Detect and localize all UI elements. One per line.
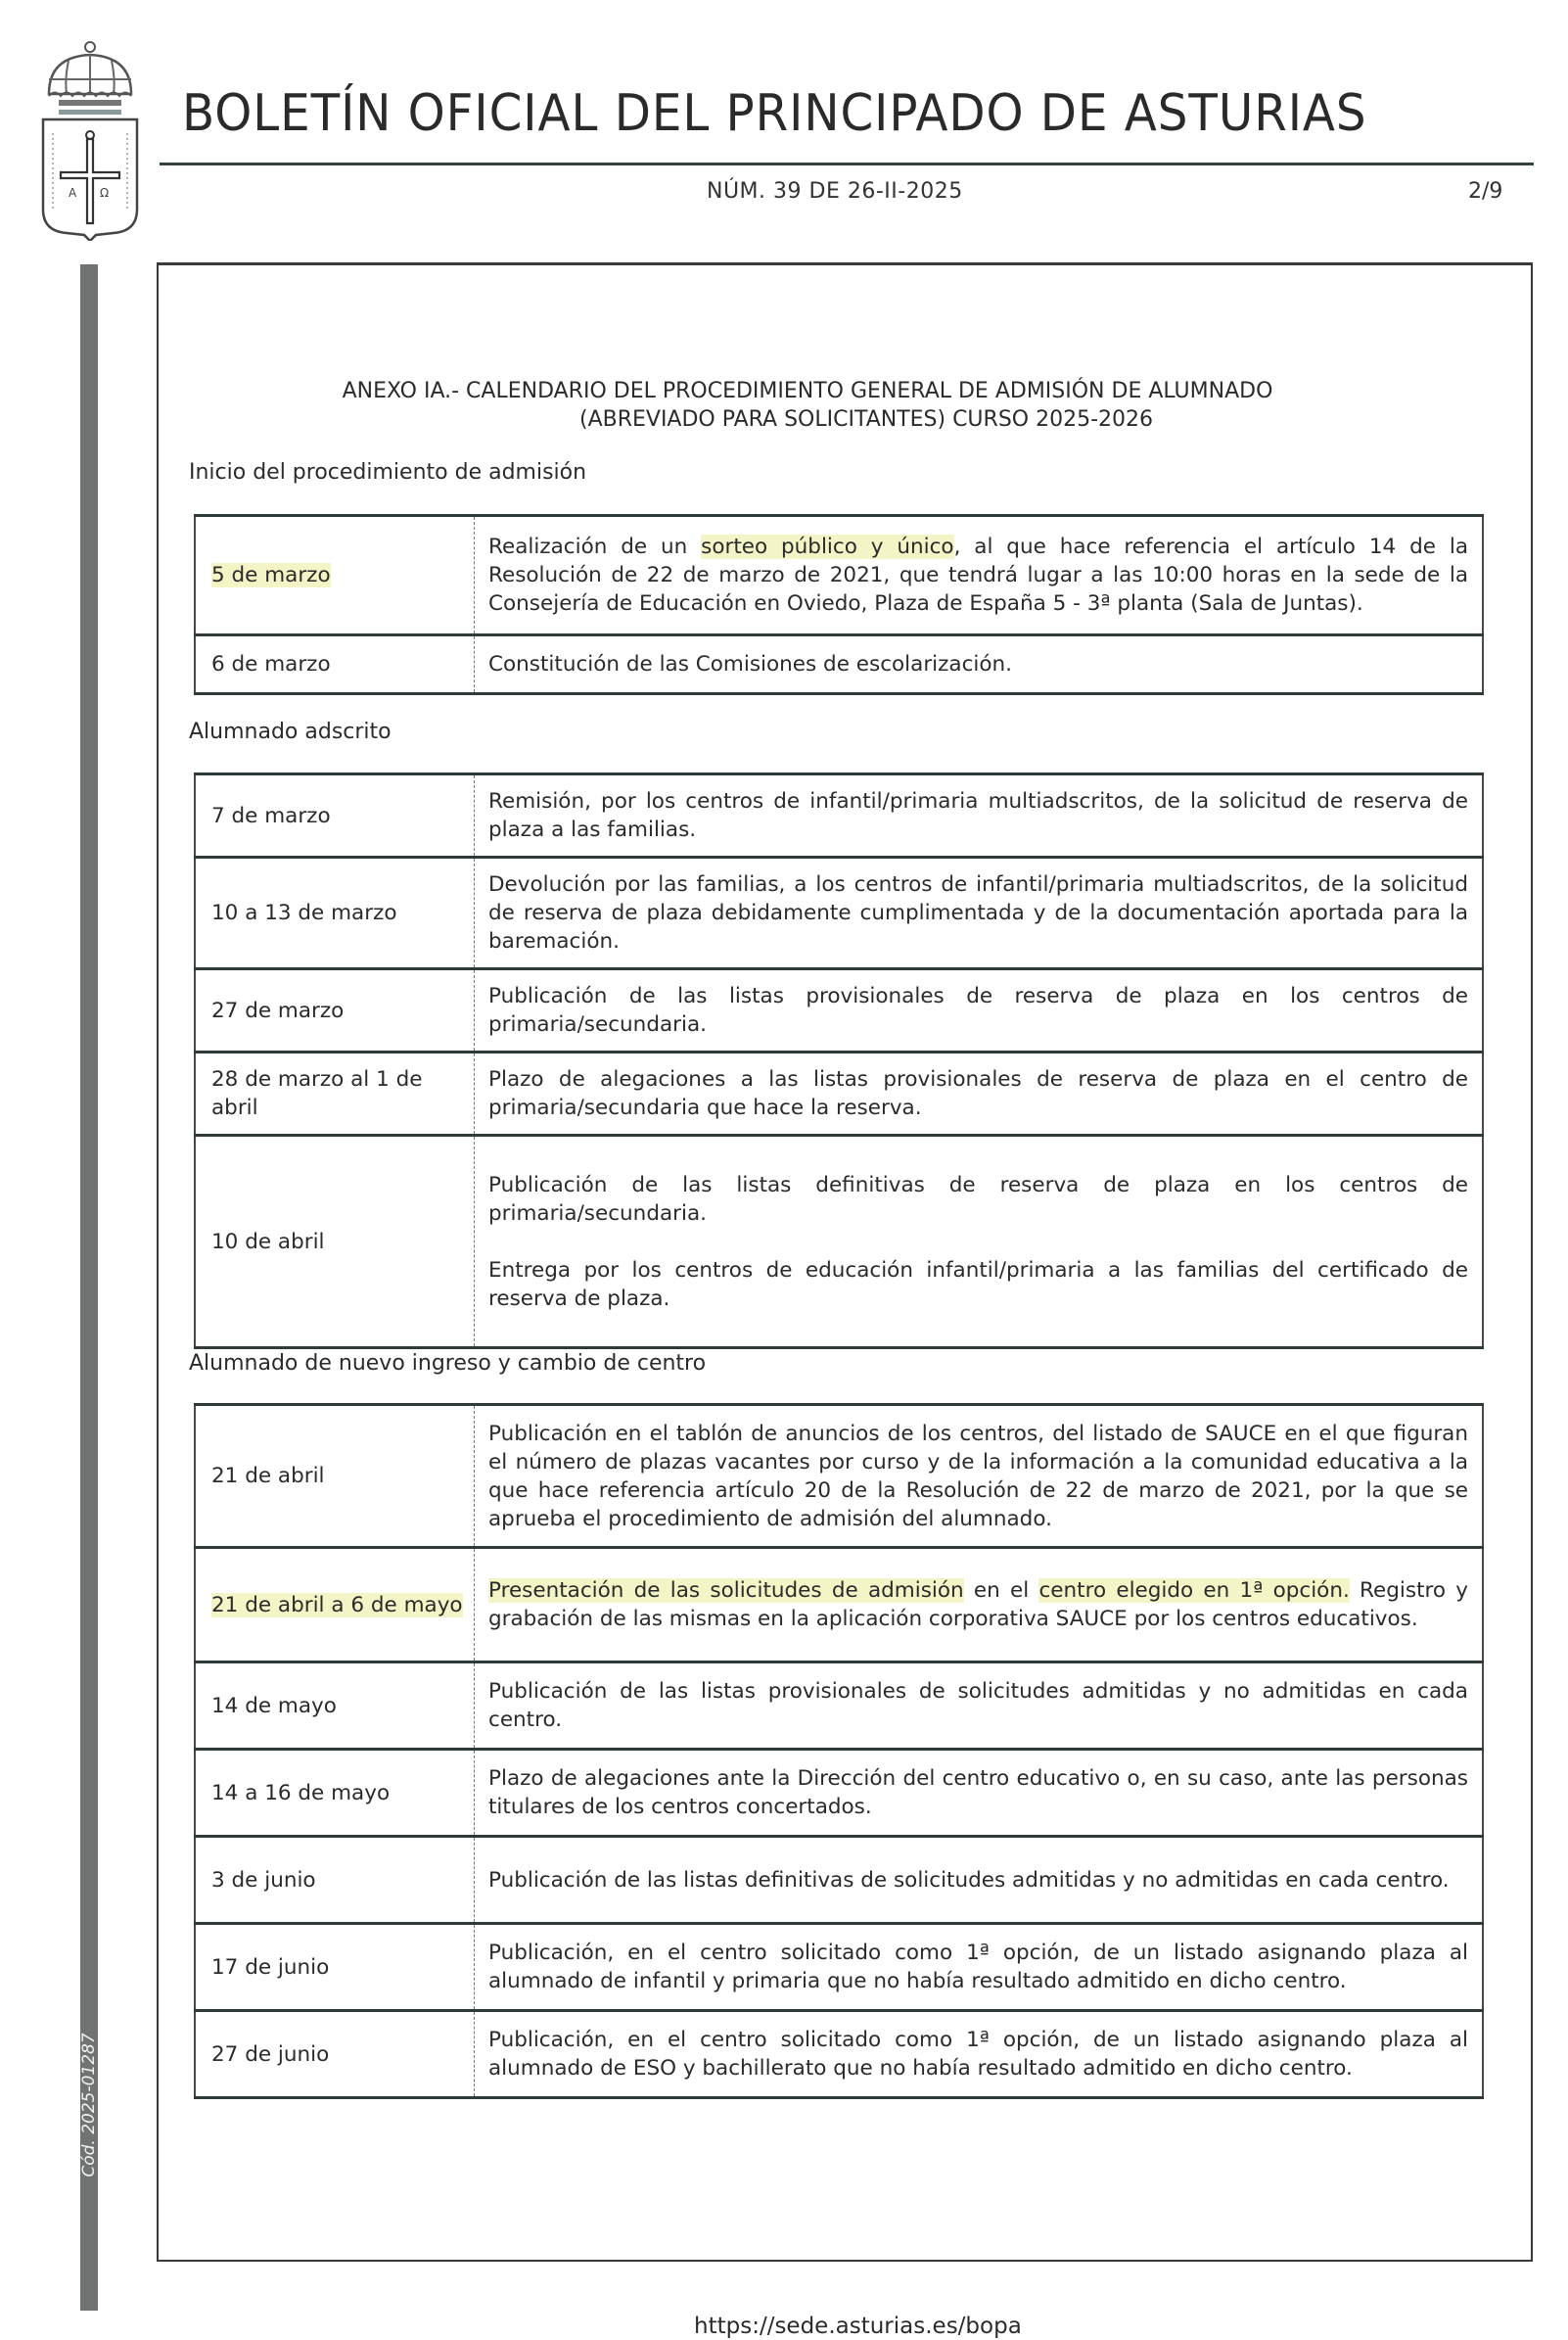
table-row (195, 1405, 1483, 1548)
date-cell: 14 a 16 de mayo (195, 1750, 475, 1837)
table-row (195, 774, 1483, 858)
table-row (195, 969, 1483, 1053)
description-cell: Plazo de alegaciones a las listas provisionales de reserva de plaza en el centro de primaria/secundaria que hace la reserva. (475, 1053, 1484, 1136)
description-cell: Publicación de las listas provisionales de solicitudes admitidas y no admitidas en cada centro. (475, 1662, 1484, 1750)
asturias-coat-of-arms-icon (35, 35, 145, 241)
date-cell (195, 1548, 475, 1662)
date-cell: 10 a 13 de marzo (195, 858, 475, 969)
description-text: en el (963, 1578, 1039, 1603)
section-heading-adscrito: Alumnado adscrito (189, 720, 392, 744)
table-row (195, 1750, 1483, 1837)
calendar-table-adscrito (194, 772, 1484, 1349)
date-cell: 27 de marzo (195, 969, 475, 1053)
date-cell: 17 de junio (195, 1924, 475, 2011)
table-row (195, 1837, 1483, 1924)
page-number: 2/9 (1468, 179, 1503, 204)
date-text: 5 de marzo (211, 563, 331, 587)
calendar-table-nuevo-ingreso (194, 1403, 1484, 2099)
description-cell: Publicación en el tablón de anuncios de los centros, del listado de SAUCE en el que figuran el número de plazas vacantes por curso y de la información a la comunidad educativa a la que hace referencia artículo 20 de la Resolución de 22 de marzo de 2021, por la que se aprueba el procedimiento de admisión del alumnado. (475, 1405, 1484, 1548)
section-heading-nuevo-ingreso: Alumnado de nuevo ingreso y cambio de centro (189, 1351, 707, 1376)
description-cell (475, 1548, 1484, 1662)
description-cell: Remisión, por los centros de infantil/primaria multiadscritos, de la solicitud de reserva de plaza a las familias. (475, 774, 1484, 858)
table-row (195, 1136, 1483, 1348)
date-cell: 28 de marzo al 1 de abril (195, 1053, 475, 1136)
table-row (195, 635, 1483, 694)
date-cell: 14 de mayo (195, 1662, 475, 1750)
description-text: , al que hace referencia el artículo 14 de la Resolución de 22 de marzo de 2021, que tendrá lugar a las 10:00 horas en la sede de la Consejería de Educación en Oviedo, Plaza de España 5 - 3ª planta (Sala de Juntas). (488, 535, 1468, 616)
description-text: Registro y grabación de las mismas en la aplicación corporativa SAUCE por los centros educativos. (488, 1578, 1468, 1631)
description-text: Realización de un (488, 535, 702, 559)
date-text: 21 de abril a 6 de mayo (211, 1592, 463, 1617)
publication-title: BOLETÍN OFICIAL DEL PRINCIPADO DE ASTURIAS (182, 84, 1367, 143)
description-text: Publicación de las listas definitivas de reserva de plaza en los centros de primaria/secundaria. (488, 1172, 1468, 1226)
highlighted-text: sorteo público y único (701, 535, 954, 559)
svg-text:A: A (69, 186, 77, 200)
date-cell: 3 de junio (195, 1837, 475, 1924)
annex-title-line-1: ANEXO IA.- CALENDARIO DEL PROCEDIMIENTO GENERAL DE ADMISIÓN DE ALUMNADO (342, 379, 1273, 403)
description-cell: Publicación, en el centro solicitado como 1ª opción, de un listado asignando plaza al alumnado de infantil y primaria que no había resultado admitido en dicho centro. (475, 1924, 1484, 2011)
date-cell: 7 de marzo (195, 774, 475, 858)
table-row (195, 858, 1483, 969)
description-cell (475, 1136, 1484, 1348)
header-divider (160, 163, 1534, 165)
description-cell (475, 516, 1484, 635)
description-cell: Devolución por las familias, a los centros de infantil/primaria multiadscritos, de la solicitud de reserva de plaza debidamente cumplimentada y de la documentación aportada para la baremación. (475, 858, 1484, 969)
table-row (195, 1548, 1483, 1662)
calendar-table-inicio (194, 514, 1484, 695)
date-cell: 10 de abril (195, 1136, 475, 1348)
annex-title-line-2: (ABREVIADO PARA SOLICITANTES) CURSO 2025-2026 (578, 407, 1154, 432)
footer-url-link[interactable]: https://sede.asturias.es/bopa (694, 2314, 1022, 2339)
highlighted-text: centro elegido en 1ª opción. (1038, 1578, 1350, 1603)
date-cell: 21 de abril (195, 1405, 475, 1548)
table-row (195, 1924, 1483, 2011)
svg-text:Ω: Ω (100, 186, 110, 200)
highlighted-text: Presentación de las solicitudes de admisión (488, 1578, 964, 1603)
date-cell (195, 516, 475, 635)
side-code-bar (80, 264, 98, 2311)
table-row (195, 2011, 1483, 2098)
document-code: Cód. 2025-01287 (79, 2033, 99, 2177)
section-heading-inicio: Inicio del procedimiento de admisión (189, 460, 587, 485)
issue-number: NÚM. 39 DE 26-II-2025 (707, 179, 963, 204)
description-cell: Publicación de las listas provisionales de reserva de plaza en los centros de primaria/secundaria. (475, 969, 1484, 1053)
description-cell: Publicación, en el centro solicitado como 1ª opción, de un listado asignando plaza al alumnado de ESO y bachillerato que no había resultado admitido en dicho centro. (475, 2011, 1484, 2098)
description-cell: Plazo de alegaciones ante la Dirección del centro educativo o, en su caso, ante las personas titulares de los centros concertados. (475, 1750, 1484, 1837)
table-row (195, 516, 1483, 635)
table-row (195, 1662, 1483, 1750)
date-cell: 27 de junio (195, 2011, 475, 2098)
table-row (195, 1053, 1483, 1136)
annex-title (157, 377, 1458, 434)
description-cell: Constitución de las Comisiones de escolarización. (475, 635, 1484, 694)
date-cell: 6 de marzo (195, 635, 475, 694)
description-text: Entrega por los centros de educación infantil/primaria a las familias del certificado de reserva de plaza. (488, 1257, 1468, 1311)
description-cell: Publicación de las listas definitivas de solicitudes admitidas y no admitidas en cada centro. (475, 1837, 1484, 1924)
